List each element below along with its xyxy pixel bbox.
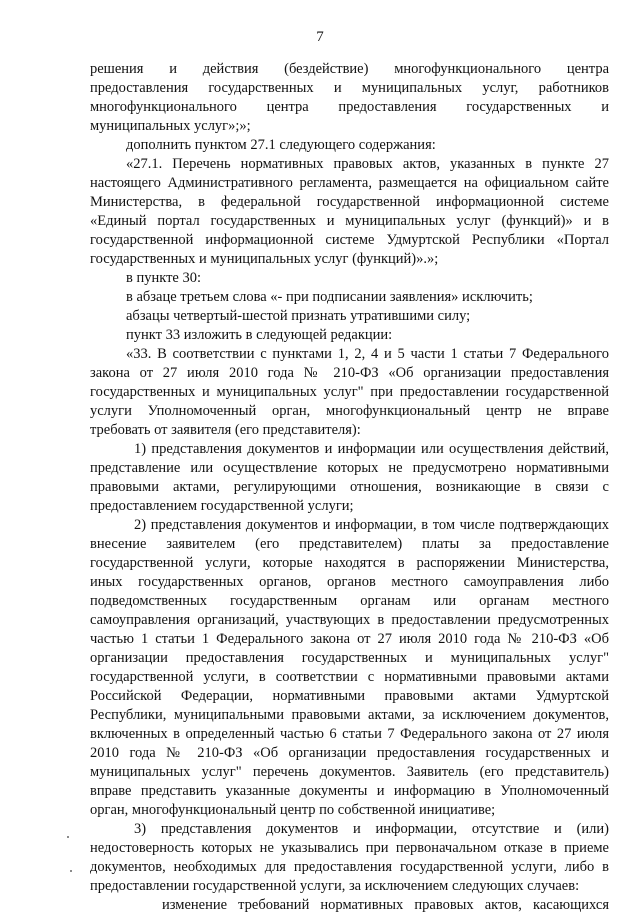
text-line: внесение заявителем (его представителем) платы за предоставление	[90, 536, 609, 552]
document-body	[90, 60, 609, 915]
text-line: представление или осуществление которых не предусмотрено нормативными	[90, 460, 609, 476]
text-line: Министерства, в федеральной государственной информационной системе	[90, 194, 609, 210]
text-line: «27.1. Перечень нормативных правовых актов, указанных в пункте 27	[126, 156, 609, 172]
text-line: недостоверность которых не указывались при первоначальном отказе в приеме	[90, 840, 609, 856]
text-line: 2010 года № 210-ФЗ «Об организации предоставления государственных и	[90, 745, 609, 761]
text-line: предоставления государственных и муниципальных услуг, работников	[90, 80, 609, 96]
text-line: «Единый портал государственных и муниципальных услуг (функций)» и в	[90, 213, 609, 229]
scan-speck	[67, 836, 69, 838]
text-line: закона от 27 июля 2010 года № 210-ФЗ «Об организации предоставления	[90, 365, 609, 381]
text-line: Российской Федерации, нормативными правовыми актами Удмуртской	[90, 688, 609, 704]
text-line: организации предоставления государственных и муниципальных услуг"	[90, 650, 609, 666]
text-line: государственной информационной системе Удмуртской Республики «Портал	[90, 232, 609, 248]
page-number: 7	[316, 29, 324, 45]
text-line: вправе представить указанные документы и информацию в Уполномоченный	[90, 783, 609, 799]
text-line: документов, необходимых для предоставления государственной услуги, либо в	[90, 859, 609, 875]
text-line: 3) представления документов и информации, отсутствие и (или)	[134, 821, 609, 837]
text-line: многофункционального центра предоставления государственных и	[90, 99, 609, 115]
text-line: муниципальных услуг" перечень документов. Заявитель (его представитель)	[90, 764, 609, 780]
text-line: настоящего Административного регламента, размещается на официальном сайте	[90, 175, 609, 191]
text-line: изменение требований нормативных правовых актов, касающихся	[162, 897, 609, 913]
text-line: муниципальных услуг»;»;	[90, 118, 251, 134]
text-line: 1) представления документов и информации или осуществления действий,	[134, 441, 609, 457]
text-line: решения и действия (бездействие) многофункционального центра	[90, 61, 609, 77]
scan-speck	[70, 870, 72, 872]
text-line: частью 1 статьи 1 Федерального закона от 27 июля 2010 года № 210-ФЗ «Об	[90, 631, 609, 647]
text-line: дополнить пунктом 27.1 следующего содержания:	[126, 137, 436, 153]
text-line: в абзаце третьем слова «- при подписании заявления» исключить;	[126, 289, 533, 305]
text-line: требовать от заявителя (его представителя):	[90, 422, 361, 438]
text-line: иных государственных органов, органов местного самоуправления либо	[90, 574, 609, 590]
text-line: включенных в определенный частью 6 статьи 7 Федерального закона от 27 июля	[90, 726, 609, 742]
text-line: «33. В соответствии с пунктами 1, 2, 4 и 5 части 1 статьи 7 Федерального	[126, 346, 609, 362]
text-line: самоуправления организаций, участвующих в предоставлении предусмотренных	[90, 612, 609, 628]
text-line: Республики, муниципальными правовыми актами, за исключением документов,	[90, 707, 609, 723]
text-line: правовыми актами, регулирующими отношения, возникающие в связи с	[90, 479, 609, 495]
text-line: пункт 33 изложить в следующей редакции:	[126, 327, 393, 343]
text-line: 2) представления документов и информации, в том числе подтверждающих	[134, 517, 609, 533]
text-line: услуги Уполномоченный орган, многофункциональный центр не вправе	[90, 403, 609, 419]
text-line: государственной услуги, в соответствии с нормативными правовыми актами	[90, 669, 609, 685]
text-line: орган, многофункциональный центр по собственной инициативе;	[90, 802, 496, 818]
text-line: в пункте 30:	[126, 270, 202, 286]
text-line: государственных и муниципальных услуг" при предоставлении государственной	[90, 384, 609, 400]
text-line: предоставлением государственной услуги;	[90, 498, 354, 514]
text-line: государственной услуги, которые находятся в распоряжении Министерства,	[90, 555, 609, 571]
text-line: подведомственных государственным органам или органам местного	[90, 593, 609, 609]
text-line: государственных и муниципальных услуг (функций)».»;	[90, 251, 439, 267]
text-line: абзацы четвертый-шестой признать утратившими силу;	[126, 308, 471, 324]
text-line: предоставлении государственной услуги, за исключением следующих случаев:	[90, 878, 580, 894]
